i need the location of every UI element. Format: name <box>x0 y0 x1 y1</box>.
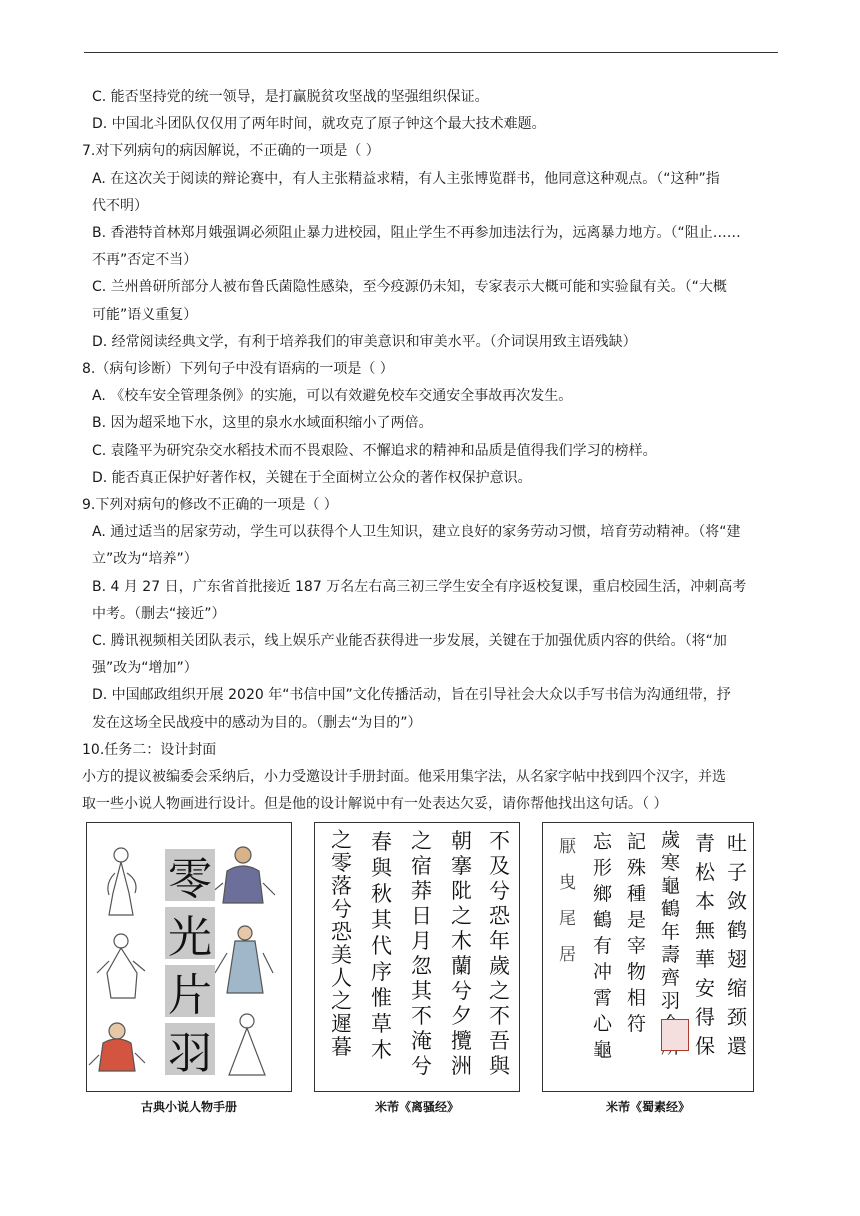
option-c-q9-cont: 强”改为“增加”） <box>92 660 198 677</box>
caption-shusu: 米芾《蜀素经》 <box>605 1100 690 1114</box>
option-b-q9: B. 4 月 27 日，广东省首批接近 187 万名左右高三初三学生安全有序返校复课，重启校园生活，冲刺高考 <box>92 578 747 595</box>
option-b-q8: B. 因为超采地下水，这里的泉水水域面积缩小了两倍。 <box>92 415 433 432</box>
option-a-q7: A. 在这次关于阅读的辩论赛中，有人主张精益求精，有人主张博览群书，他同意这种观点。（“这种”指 <box>92 170 720 187</box>
question-9: 9.下列对病句的修改不正确的一项是（ ） <box>82 497 338 514</box>
cover-char-2: 光 <box>168 912 212 963</box>
option-d-q9: D. 中国邮政组织开展 2020 年“书信中国”文化传播活动，旨在引导社会大众以手写书信为沟通纽带，抒 <box>92 687 731 704</box>
cover-title-chars <box>167 851 213 1083</box>
option-b-q7-cont: 不再”否定不当） <box>92 252 198 269</box>
cover-char-4: 羽 <box>168 1028 212 1079</box>
shusu-col-2: 青松本無華安得保 <box>695 831 715 1058</box>
header-rule <box>84 52 778 53</box>
shusu-col-3: 歲寒龜鶴年壽齊羽 <box>661 829 681 1012</box>
cover-design-image <box>86 822 292 1092</box>
lisao-col-3: 之宿莽日月忽其不淹兮 <box>411 829 432 1078</box>
option-d-q9-cont: 发在这场全民战疫中的感动为目的。（删去“为目的”） <box>92 714 422 731</box>
option-c-q6: C. 能否坚持党的统一领导，是打赢脱贫攻坚战的坚强组织保证。 <box>92 89 489 105</box>
red-seal-stamp <box>661 1019 689 1051</box>
cover-char-3: 片 <box>168 970 212 1021</box>
option-b-q7: B. 香港特首林郑月娥强调必须阻止暴力进校园，阻止学生不再参加违法行为，远离暴力地方。（“阻止…… <box>92 225 741 242</box>
lisao-col-2: 朝搴阰之木蘭兮夕攬洲 <box>451 829 472 1078</box>
option-c-q9: C. 腾讯视频相关团队表示，线上娱乐产业能否获得进一步发展，关键在于加强优质内容的供给。（将“加 <box>92 633 727 650</box>
option-a-q9-cont: 立”改为“培养”） <box>92 551 198 568</box>
option-a-q9: A. 通过适当的居家劳动，学生可以获得个人卫生知识，建立良好的家务劳动习惯，培育劳动精神。（将“建 <box>92 524 741 541</box>
lisao-col-1: 不及兮恐年歲之不吾與 <box>489 829 510 1078</box>
figure-row <box>86 822 756 1122</box>
option-d-q6: D. 中国北斗团队仅仅用了两年时间，就攻克了原子钟这个最大技术难题。 <box>92 116 546 133</box>
lisao-col-4: 春與秋其代序惟草木 <box>371 830 392 1062</box>
calligraphy-lisao-image <box>314 822 520 1092</box>
question-10: 10.任务二：设计封面 <box>82 741 217 758</box>
option-a-q8: A. 《校车安全管理条例》的实施，可以有效避免校车交通安全事故再次发生。 <box>92 388 573 405</box>
document-body <box>78 84 782 818</box>
question-10-paragraph-2: 取一些小说人物画进行设计。但是他的设计解说中有一处表达欠妥，请你帮他找出这句话。（ ） <box>82 796 668 813</box>
caption-lisao: 米芾《离骚经》 <box>374 1100 459 1114</box>
shusu-col-5: 忘形鄉鶴有冲霄心龜 <box>593 831 613 1061</box>
shusu-col-4: 記殊種是宰物相符 <box>627 831 647 1035</box>
option-c-q8: C. 袁隆平为研究杂交水稻技术而不畏艰险、不懈追求的精神和品质是值得我们学习的榜样。 <box>92 442 657 459</box>
lisao-col-5: 之零落兮恐美人之遲暮 <box>331 828 352 1059</box>
shusu-col-1: 吐子敛鹤翅缩颈還 <box>727 831 747 1058</box>
option-c-q7: C. 兰州兽研所部分人被布鲁氏菌隐性感染，至今疫源仍未知，专家表示大概可能和实验鼠有关。（“大概 <box>92 279 727 296</box>
calligraphy-shusu-image <box>542 822 754 1092</box>
option-d-q7: D. 经常阅读经典文学，有利于培养我们的审美意识和审美水平。（介词误用致主语残缺） <box>92 333 637 350</box>
option-c-q7-cont: 可能”语义重复） <box>92 306 198 323</box>
option-d-q8: D. 能否真正保护好著作权，关键在于全面树立公众的著作权保护意识。 <box>92 469 532 486</box>
caption-cover: 古典小说人物手册 <box>140 1100 237 1114</box>
question-7: 7.对下列病句的病因解说，不正确的一项是（ ） <box>82 143 380 160</box>
option-a-q7-cont: 代不明） <box>92 197 148 214</box>
cover-char-1: 零 <box>168 854 212 905</box>
question-8: 8.（病句诊断）下列句子中没有语病的一项是（ ） <box>82 361 394 378</box>
question-10-paragraph-1: 小方的提议被编委会采纳后，小力受邀设计手册封面。他采用集字法，从名家字帖中找到四个汉字，并选 <box>82 769 726 786</box>
option-b-q9-cont: 中考。（删去“接近”） <box>92 605 226 622</box>
shusu-col-6: 厭曳尾居 <box>559 837 576 965</box>
